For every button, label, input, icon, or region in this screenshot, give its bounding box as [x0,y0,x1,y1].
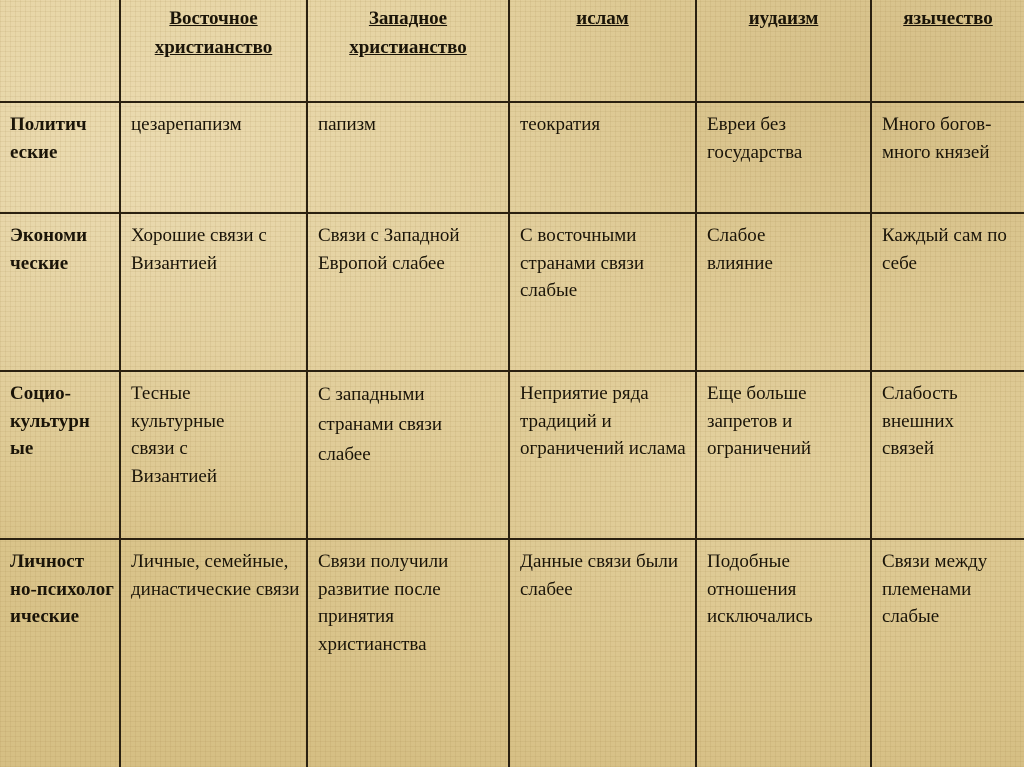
table-cell: Подобные отношения исключались [707,551,813,627]
row-header-economic: Экономи ческие [10,225,88,274]
column-header-western-christianity: Западное христианство [349,8,467,58]
column-header-paganism: язычество [903,8,993,29]
row-header-personal-psychological: Личност но-психолог ические [10,551,114,627]
table-cell: цезарепапизм [131,114,242,135]
table-cell: теократия [520,114,601,135]
table-cell: С восточными странами связи слабые [520,225,645,301]
table-cell: Слабое влияние [707,225,773,274]
table-cell: папизм [318,114,376,135]
table-cell: Еще больше запретов и ограничений [707,383,812,459]
table-cell: Связи получили развитие после принятия христианства [318,551,449,655]
table-cell: С западными странами связи слабее [318,384,443,465]
table-cell: Связи с Западной Европой слабее [318,225,460,274]
table-cell: Слабость внешних связей [882,383,958,459]
table-cell: Каждый сам по себе [882,225,1007,274]
table-cell: Тесные культурные связи с Византией [131,383,225,487]
table-cell: Много богов-много князей [882,114,992,163]
table-cell: Личные, семейные, династические связи [131,551,300,600]
table-cell: Евреи без государства [707,114,803,163]
column-header-eastern-christianity: Восточное христианство [154,8,273,58]
column-header-islam: ислам [576,8,629,29]
table-cell: Неприятие ряда традиций и ограничений ислама [520,383,686,459]
table-cell: Хорошие связи с Византией [131,225,267,274]
row-header-political: Политич еские [10,114,87,163]
column-header-judaism: иудаизм [748,8,819,29]
table-cell: Связи между племенами слабые [882,551,988,627]
row-header-socio-cultural: Социо-культурн ые [10,383,90,459]
table-cell: Данные связи были слабее [520,551,679,600]
